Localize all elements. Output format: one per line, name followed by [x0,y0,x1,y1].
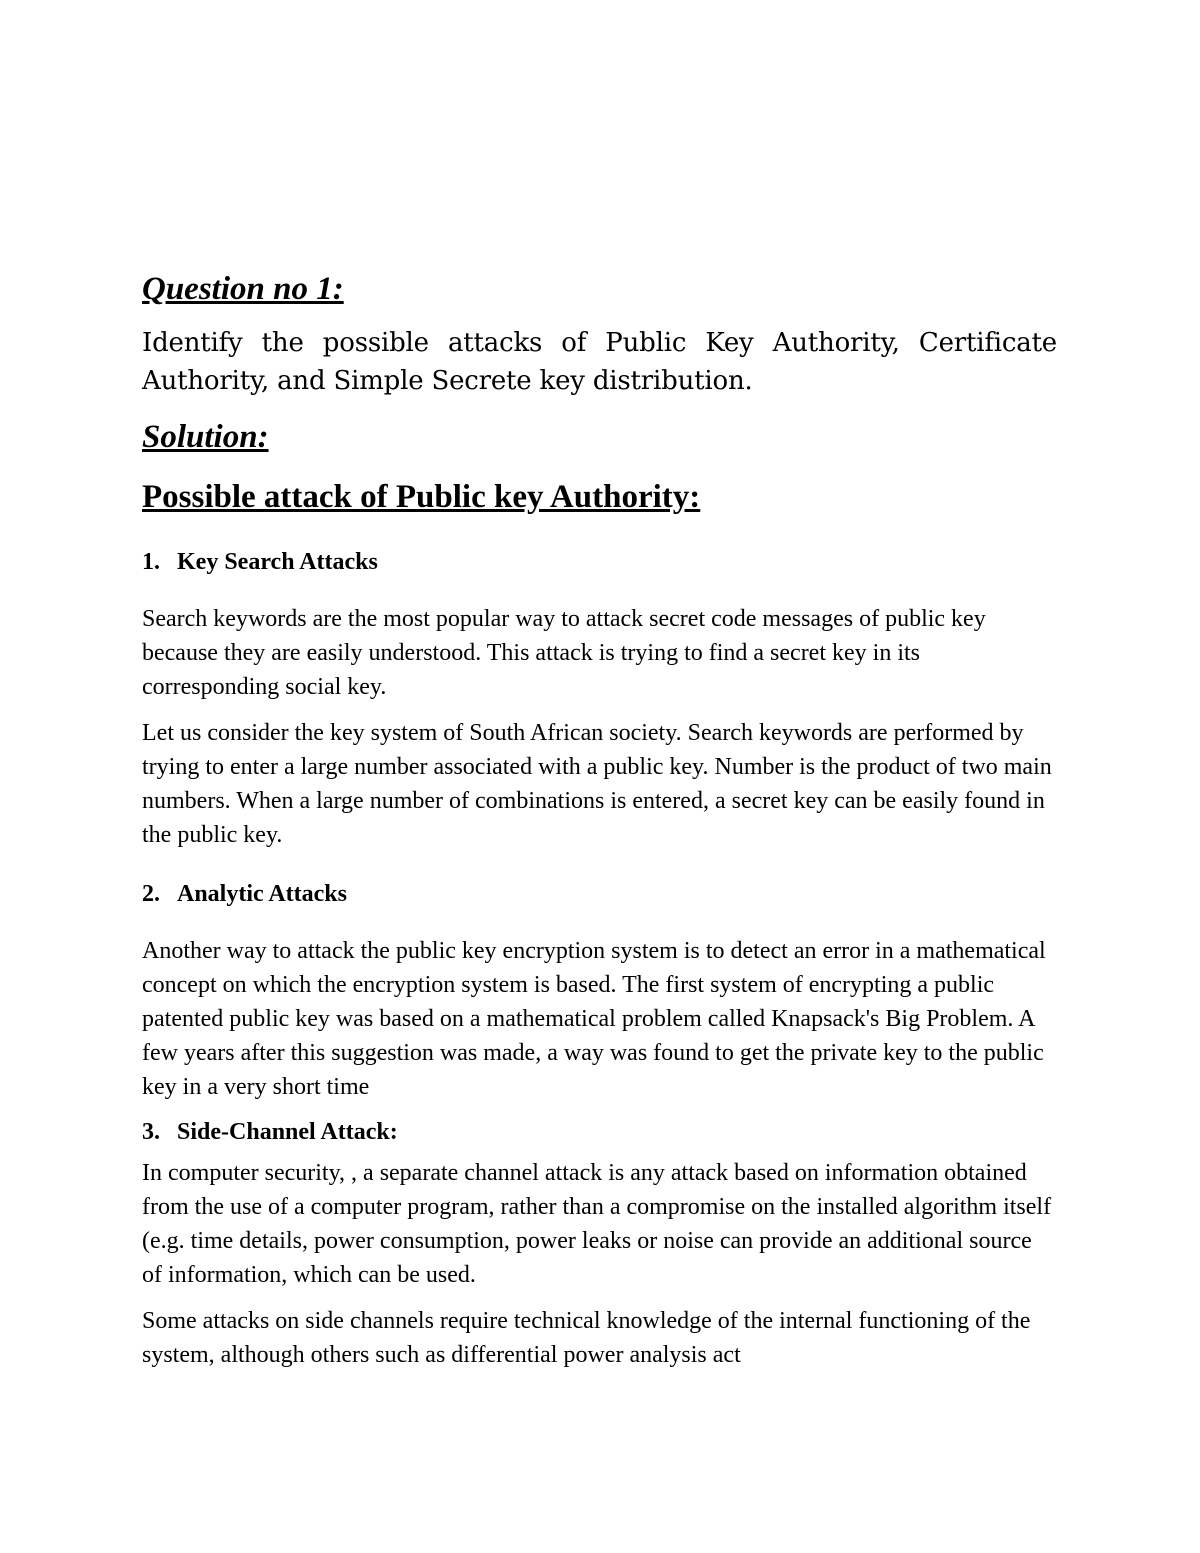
item-number: 1. [142,549,160,575]
item-heading-text: Key Search Attacks [177,549,378,575]
item-heading-analytic [142,878,1057,910]
item-heading-text: Side-Channel Attack: [177,1119,398,1145]
document-page [142,268,1057,1384]
item-heading-text: Analytic Attacks [177,881,347,907]
paragraph: Some attacks on side channels require technical knowledge of the internal functioning of the system, although others such as differential power analysis act [142,1308,1031,1368]
item-number: 2. [142,881,160,907]
paragraph: In computer security, , a separate channel attack is any attack based on information obtained from the use of a computer program, rather than a compromise on the installed algorithm itself (e.g. time details, power consumption, power leaks or noise can provide an additional source of information, which can be used. [142,1160,1052,1288]
paragraph: Search keywords are the most popular way to attack secret code messages of public key because they are easily understood. This attack is trying to find a secret key in its corresponding social key. [142,606,986,700]
solution-title: Solution: [142,419,269,455]
question-text: Identify the possible attacks of Public Key Authority, Certificate Authority, and Simple Secrete key distribution. [142,328,1057,396]
question-title: Question no 1: [142,271,344,307]
item-heading-key-search [142,546,1057,578]
item-heading-side-channel [142,1116,1057,1148]
paragraph: Another way to attack the public key encryption system is to detect an error in a mathematical concept on which the encryption system is based. The first system of encrypting a public patented public key was based on a mathematical problem called Knapsack's Big Problem. A few years after this suggestion was made, a way was found to get the private key to the public key in a very short time [142,938,1046,1100]
section-title: Possible attack of Public key Authority: [142,479,701,515]
item-number: 3. [142,1119,160,1145]
paragraph: Let us consider the key system of South African society. Search keywords are performed by trying to enter a large number associated with a public key. Number is the product of two main numbers. When a large number of combinations is entered, a secret key can be easily found in the public key. [142,720,1052,848]
